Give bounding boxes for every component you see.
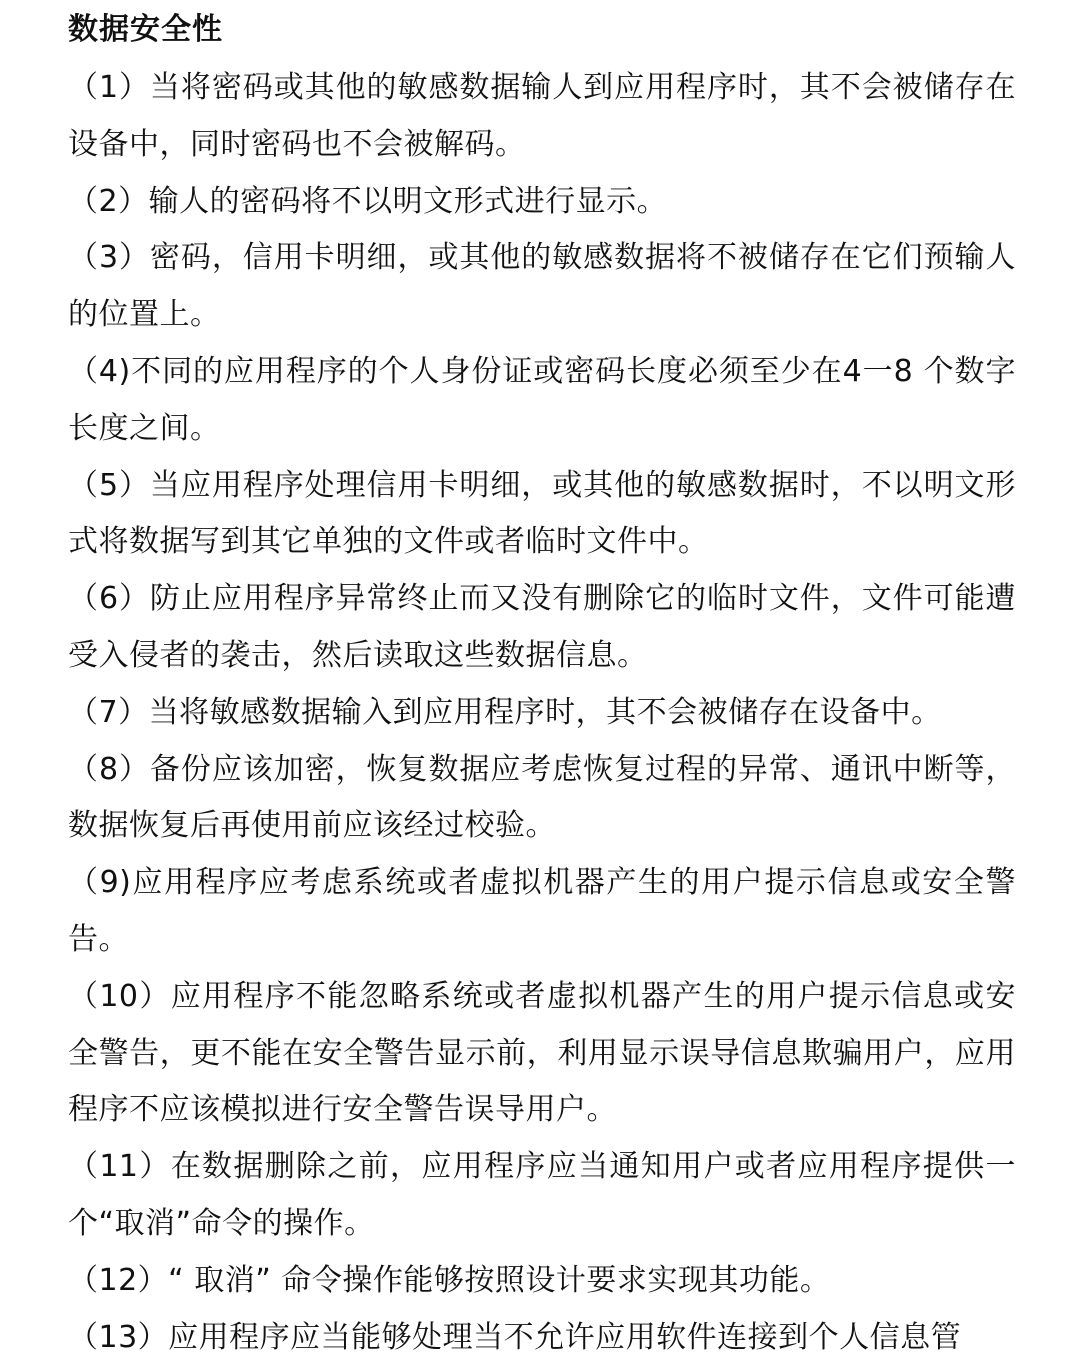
requirements-list [68, 60, 1016, 1364]
requirement-item-2: （2）输人的密码将不以明文形式进行显示。 [68, 183, 668, 219]
requirement-item-4: （4)不同的应用程序的个人身份证或密码长度必须至少在4一8 个数字长度之间。 [68, 353, 1016, 446]
requirement-item-9: （9)应用程序应考虑系统或者虚拟机器产生的用户提示信息或安全警告。 [68, 865, 1016, 957]
requirement-item-5: （5）当应用程序处理信用卡明细，或其他的敏感数据时，不以明文形式将数据写到其它单独的文件或者临时文件中。 [68, 467, 1016, 560]
requirement-item-12: （12）“ 取消” 命令操作能够按照设计要求实现其功能。 [68, 1262, 831, 1298]
requirement-item-6: （6）防止应用程序异常终止而又没有删除它的临时文件，文件可能遭受入侵者的袭击，然后读取这些数据信息。 [68, 581, 1016, 673]
requirement-item-1: （1）当将密码或其他的敏感数据输人到应用程序时，其不会被储存在设备中，同时密码也不会被解码。 [68, 70, 1016, 162]
requirement-item-10: （10）应用程序不能忽略系统或者虚拟机器产生的用户提示信息或安全警告，更不能在安全警告显示前，利用显示误导信息欺骗用户，应用程序不应该模拟进行安全警告误导用户。 [68, 978, 1016, 1128]
section-title: 数据安全性 [68, 12, 223, 47]
requirement-item-7: （7）当将敏感数据输入到应用程序时，其不会被储存在设备中。 [68, 694, 942, 730]
requirement-item-8: （8）备份应该加密，恢复数据应考虑恢复过程的异常、通讯中断等，数据恢复后再使用前应该经过校验。 [68, 751, 1016, 844]
requirement-item-3: （3）密码，信用卡明细，或其他的敏感数据将不被储存在它们预输人的位置上。 [68, 240, 1016, 333]
requirement-item-11: （11）在数据删除之前，应用程序应当通知用户或者应用程序提供一个“取消”命令的操作。 [68, 1149, 1016, 1241]
requirement-item-13: （13）应用程序应当能够处理当不允许应用软件连接到个人信息管 [68, 1319, 962, 1355]
